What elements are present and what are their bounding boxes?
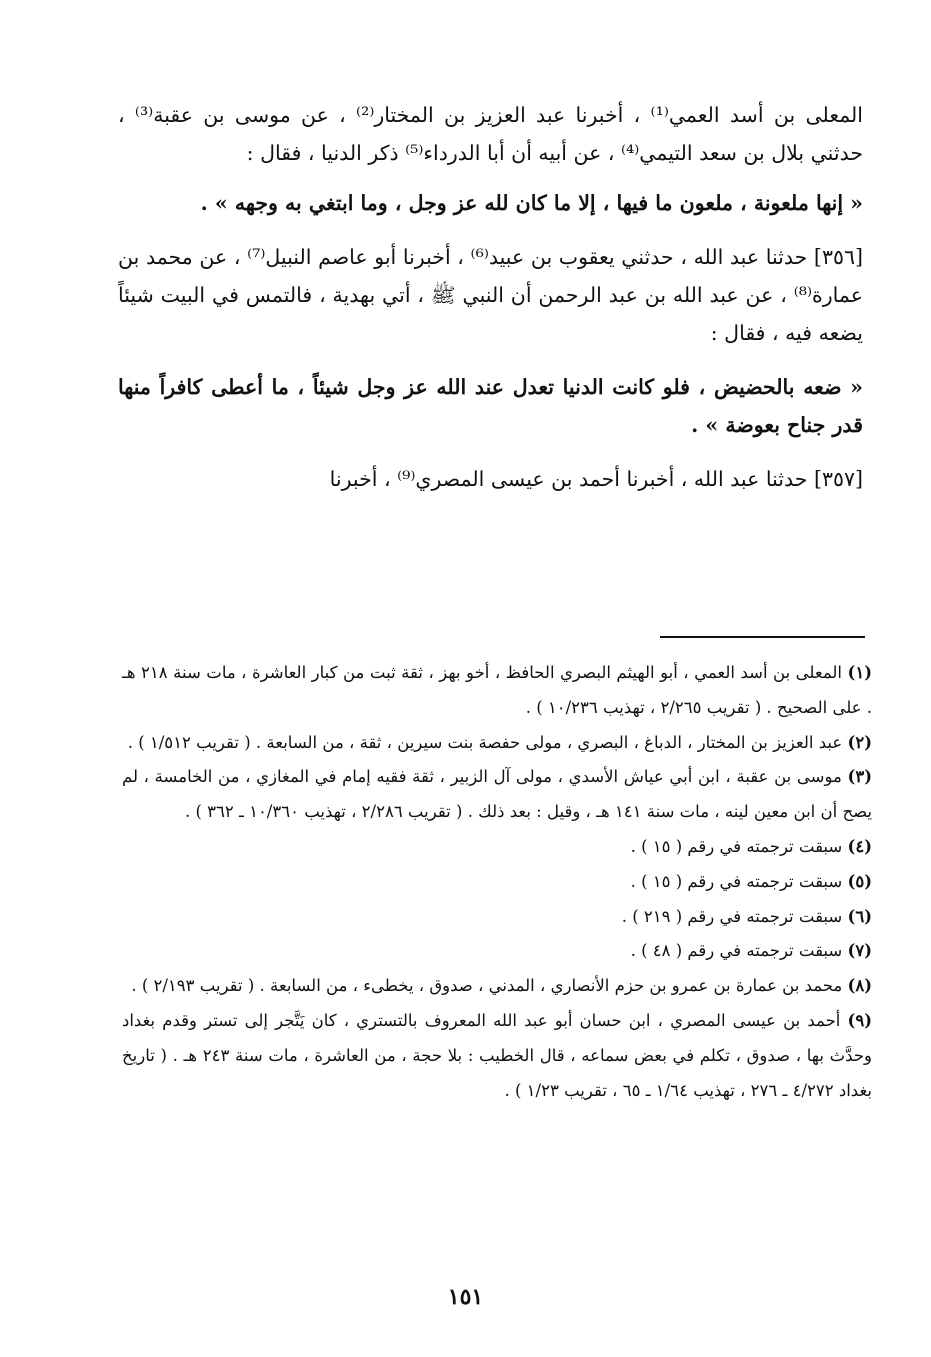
footnote-text: موسى بن عقبة ، ابن أبي عياش الأسدي ، مولى آل الزبير ، ثقة فقيه إمام في المغازي ، من الخامسة ، لم يصح أن ابن معين لينه ، مات سنة ١٤١ هـ ، وقيل : بعد ذلك . ( تقريب ٢/٢٨٦ ، تهذيب ١٠/٣٦٠ ـ ٣٦٢ ) .: [122, 767, 872, 822]
footnote-number: (١): [847, 663, 873, 682]
footnote-number: (٦): [847, 906, 872, 926]
footnote-8: [122, 969, 872, 1004]
paragraph-isnad-intro: المعلى بن أسد العمي⁽¹⁾ ، أخبرنا عبد العزيز بن المختار⁽²⁾ ، عن موسى بن عقبة⁽³⁾ ، حدثني بلال بن سعد التيمي⁽⁴⁾ ، عن أبيه أن أبا الدرداء⁽⁵⁾ ذكر الدنيا ، فقال :: [118, 103, 864, 165]
footnote-number: (٨): [847, 976, 872, 996]
hadith-text-2: « ضعه بالحضيض ، فلو كانت الدنيا تعدل عند الله عز وجل شيئاً ، ما أعطى كافراً منها قدر جناح بعوضة » .: [118, 375, 863, 437]
paragraph-356: [٣٥٦] حدثنا عبد الله ، حدثني يعقوب بن عبيد⁽⁶⁾ ، أخبرنا أبو عاصم النبيل⁽⁷⁾ ، عن محمد بن عمارة⁽⁸⁾ ، عن عبد الله بن عبد الرحمن أن النبي ﷺ ، أتي بهدية ، فالتمس في البيت شيئاً يضعه فيه ، فقال :: [118, 245, 863, 345]
footnote-text: سبقت ترجمته في رقم ( ١٥ ) .: [630, 836, 843, 856]
footnote-number: (٤): [847, 836, 872, 856]
main-text: [118, 96, 863, 514]
footnote-number: (٣): [847, 767, 872, 787]
footnote-text: محمد بن عمارة بن عمرو بن حزم الأنصاري ، المدني ، صدوق ، يخطىء ، من السابعة . ( تقريب ٢/١٩٣ ) .: [131, 976, 843, 996]
footnote-text: المعلى بن أسد العمي ، أبو الهيثم البصري الحافظ ، أخو بهز ، ثقة ثبت من كبار العاشرة ، مات سنة ٢١٨ هـ . على الصحيح . ( تقريب ٢/٢٦٥ ، تهذيب ١٠/٢٣٦ ) .: [122, 663, 872, 717]
footnote-1: [122, 656, 872, 726]
footnote-text: سبقت ترجمته في رقم ( ٢١٩ ) .: [621, 906, 843, 926]
hadith-text-1: « إنها ملعونة ، ملعون ما فيها ، إلا ما كان لله عز وجل ، وما ابتغي به وجهه » .: [200, 191, 863, 215]
paragraph-357: [٣٥٧] حدثنا عبد الله ، أخبرنا أحمد بن عيسى المصري⁽⁹⁾ ، أخبرنا: [329, 467, 863, 491]
footnote-4: [122, 830, 872, 865]
footnote-text: سبقت ترجمته في رقم ( ١٥ ) .: [630, 871, 843, 891]
footnote-7: [122, 934, 872, 969]
footnote-6: [122, 900, 872, 935]
footnote-text: عبد العزيز بن المختار ، الدباغ ، البصري ، مولى حفصة بنت سيرين ، ثقة ، من السابعة . ( تقريب ١/٥١٢ ) .: [127, 732, 843, 752]
footnote-9: [122, 1004, 872, 1108]
footnote-2: [122, 726, 872, 761]
footnotes: [122, 656, 872, 1108]
footnote-3: [122, 760, 872, 830]
footnote-separator: [660, 636, 865, 638]
footnote-number: (٩): [847, 1010, 873, 1030]
footnote-number: (٢): [847, 732, 872, 752]
footnote-text: سبقت ترجمته في رقم ( ٤٨ ) .: [630, 941, 843, 961]
footnote-text: أحمد بن عيسى المصري ، ابن حسان أبو عبد الله المعروف بالتستري ، كان يَتَّجر إلى تستر وقدم بغداد وحدَّث بها ، صدوق ، تكلم في بعض سماعه ، قال الخطيب : بلا حجة ، من العاشرة ، مات سنة ٢٤٣ هـ . ( تاريخ بغداد ٤/٢٧٢ ـ ٢٧٦ ، تهذيب ١/٦٤ ـ ٦٥ ، تقريب ١/٢٣ ) .: [122, 1010, 872, 1100]
footnote-number: (٥): [847, 871, 872, 891]
footnote-number: (٧): [847, 941, 872, 961]
page-number: ١٥١: [447, 1284, 484, 1310]
footnote-5: [122, 865, 872, 900]
